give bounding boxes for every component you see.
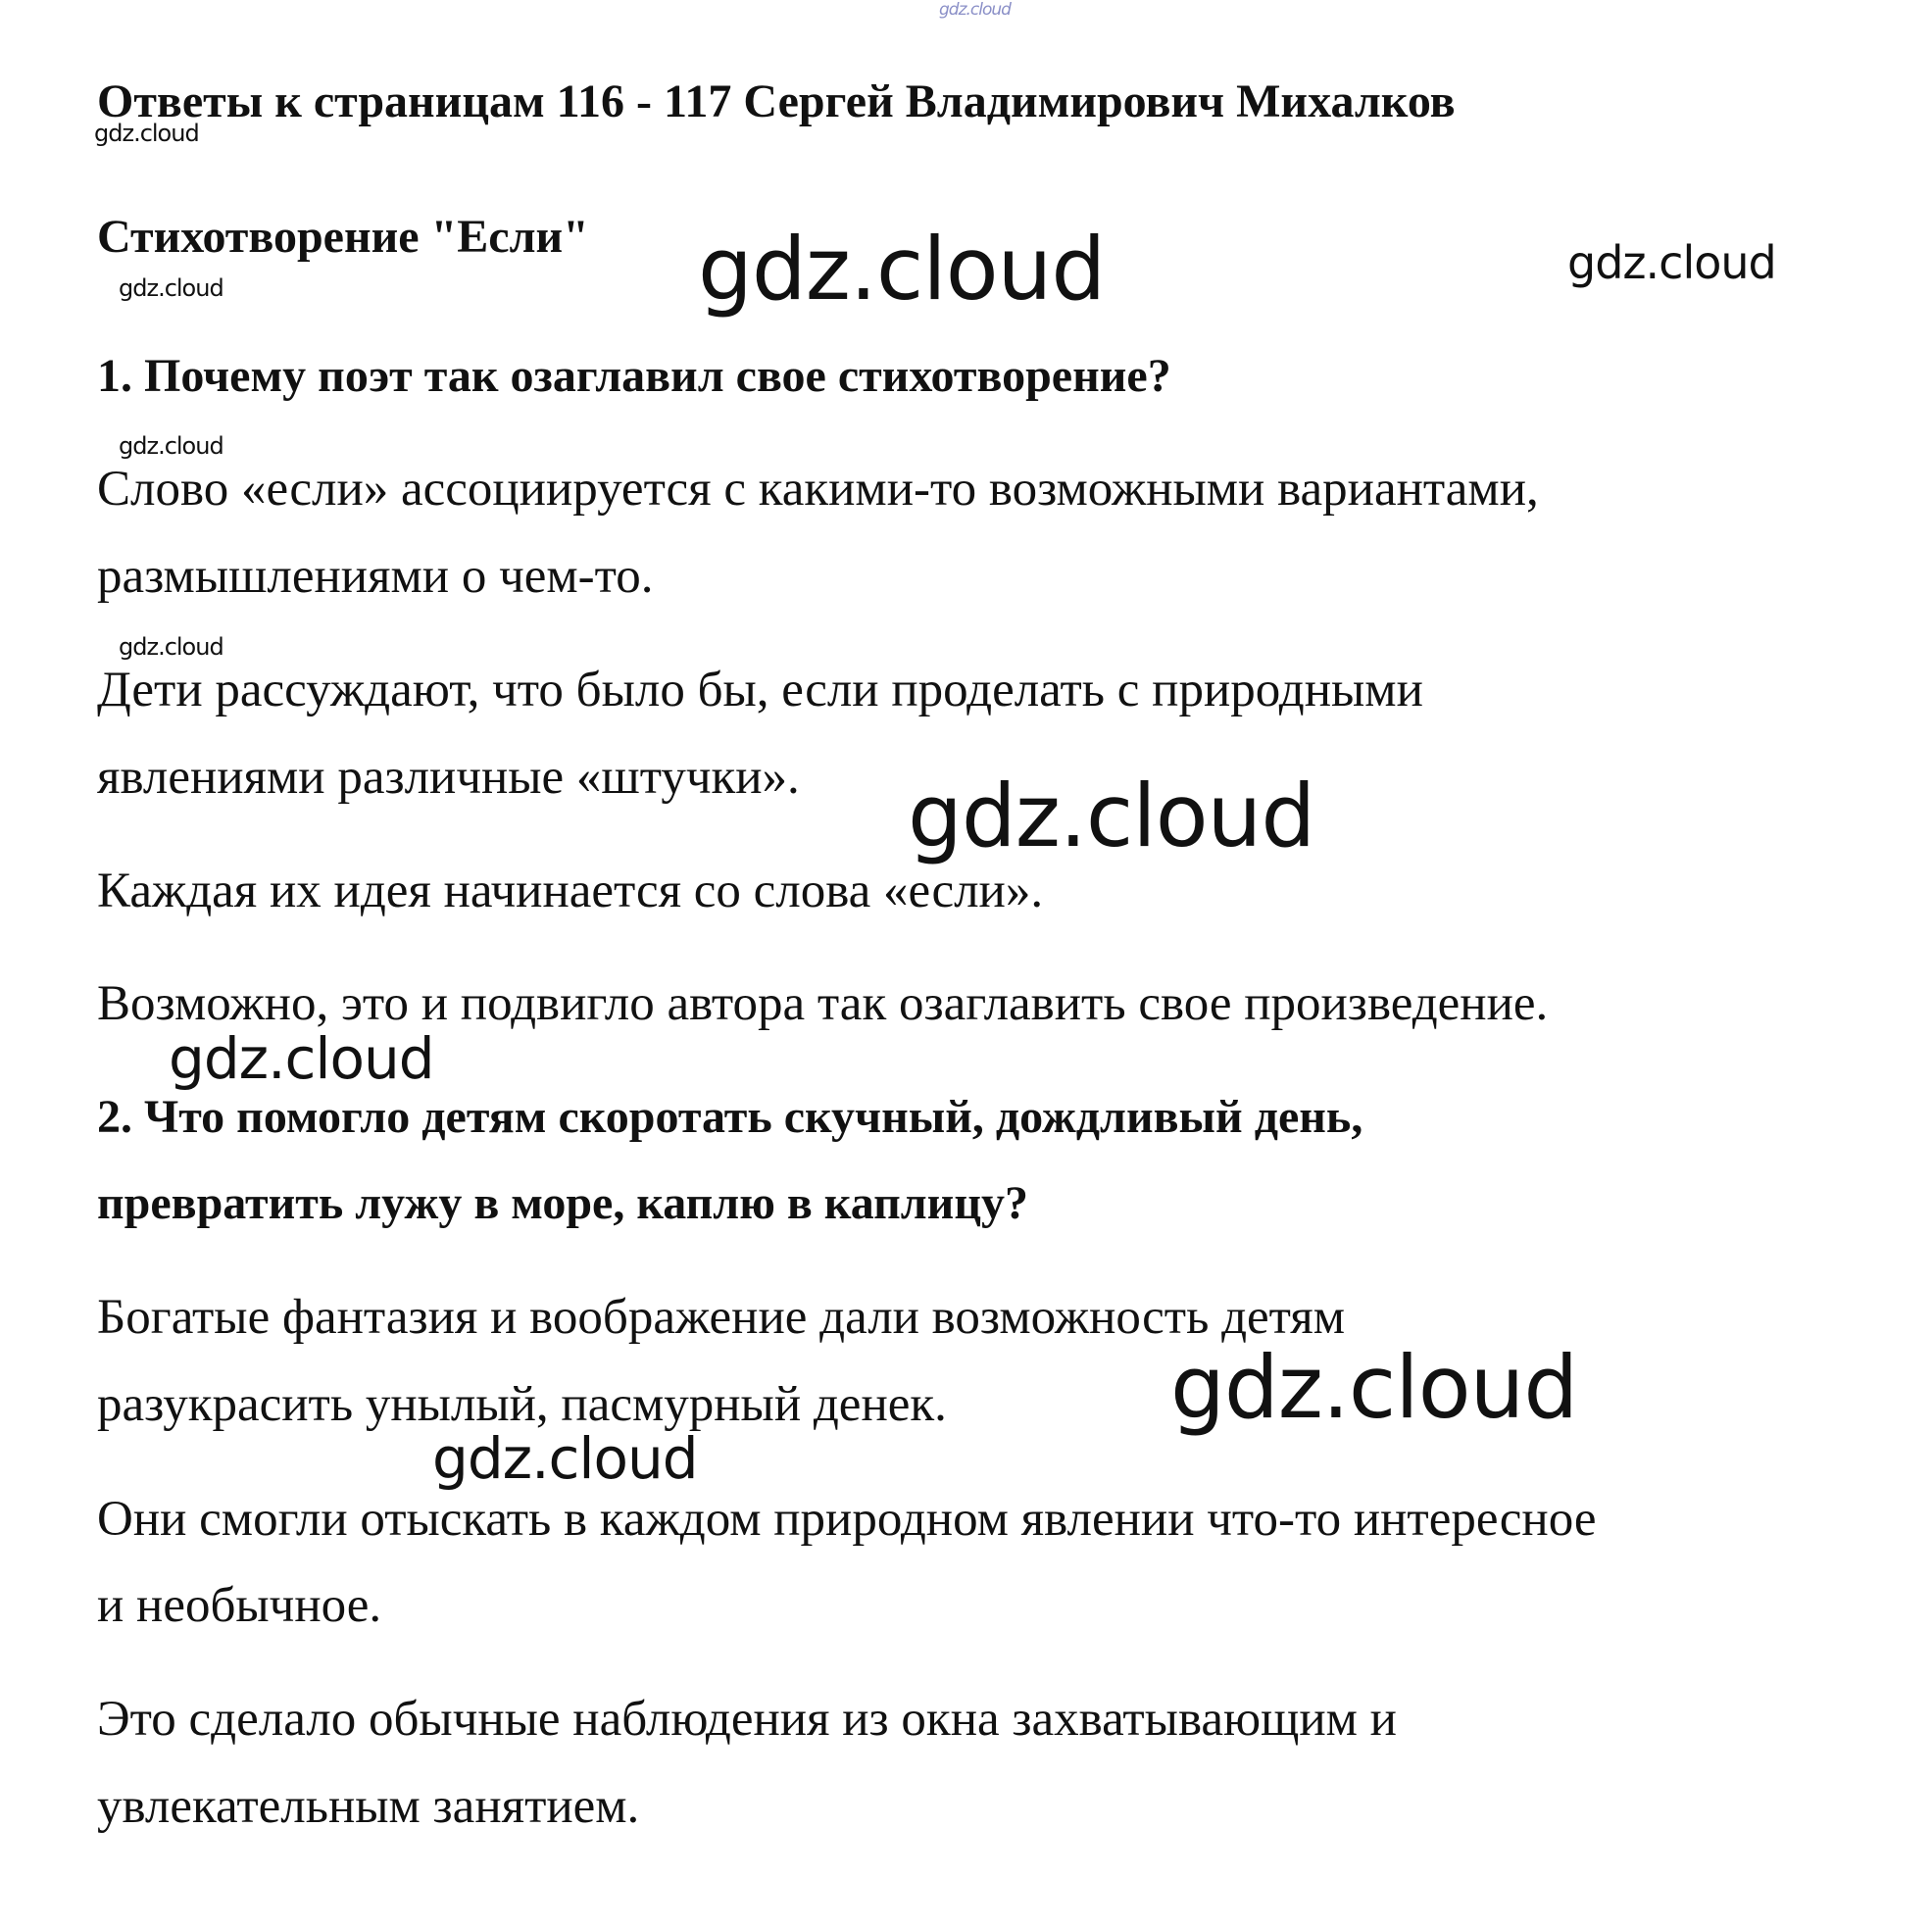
page-title: Ответы к страницам 116 - 117 Сергей Владимирович Михалков <box>97 75 1456 127</box>
question-heading: 2. Что помогло детям скоротать скучный, дождливый день, <box>97 1091 1363 1143</box>
answer-line: разукрасить унылый, пасмурный денек. <box>97 1377 947 1432</box>
question-heading: 1. Почему поэт так озаглавил свое стихотворение? <box>97 350 1171 402</box>
answer-line: и необычное. <box>97 1578 382 1633</box>
answer-line: размышлениями о чем-то. <box>97 549 654 604</box>
watermark: gdz.cloud <box>169 1025 434 1092</box>
watermark: gdz.cloud <box>119 633 223 661</box>
watermark: gdz.cloud <box>698 219 1106 320</box>
watermark: gdz.cloud <box>1170 1337 1578 1438</box>
watermark: gdz.cloud <box>119 274 223 302</box>
watermark: gdz.cloud <box>908 766 1315 866</box>
watermark: gdz.cloud <box>94 120 199 147</box>
answer-line: Каждая их идея начинается со слова «если». <box>97 864 1044 918</box>
answer-line: Они смогли отыскать в каждом природном явлении что-то интересное <box>97 1492 1597 1547</box>
answer-line: Дети рассуждают, что было бы, если проделать с природными <box>97 663 1423 717</box>
watermark: gdz.cloud <box>119 432 223 460</box>
answer-line: увлекательным занятием. <box>97 1779 640 1834</box>
answer-line: Возможно, это и подвигло автора так озаглавить свое произведение. <box>97 976 1549 1031</box>
watermark: gdz.cloud <box>939 0 1011 20</box>
question-heading: превратить лужу в море, каплю в каплицу? <box>97 1177 1028 1229</box>
watermark: gdz.cloud <box>1567 236 1776 289</box>
page-subtitle: Стихотворение "Если" <box>97 211 589 263</box>
answer-line: Слово «если» ассоциируется с какими-то возможными вариантами, <box>97 462 1539 517</box>
answer-line: Богатые фантазия и воображение дали возможность детям <box>97 1290 1346 1345</box>
answer-line: Это сделало обычные наблюдения из окна захватывающим и <box>97 1692 1397 1747</box>
answer-line: явлениями различные «штучки». <box>97 750 800 805</box>
watermark: gdz.cloud <box>432 1425 698 1492</box>
